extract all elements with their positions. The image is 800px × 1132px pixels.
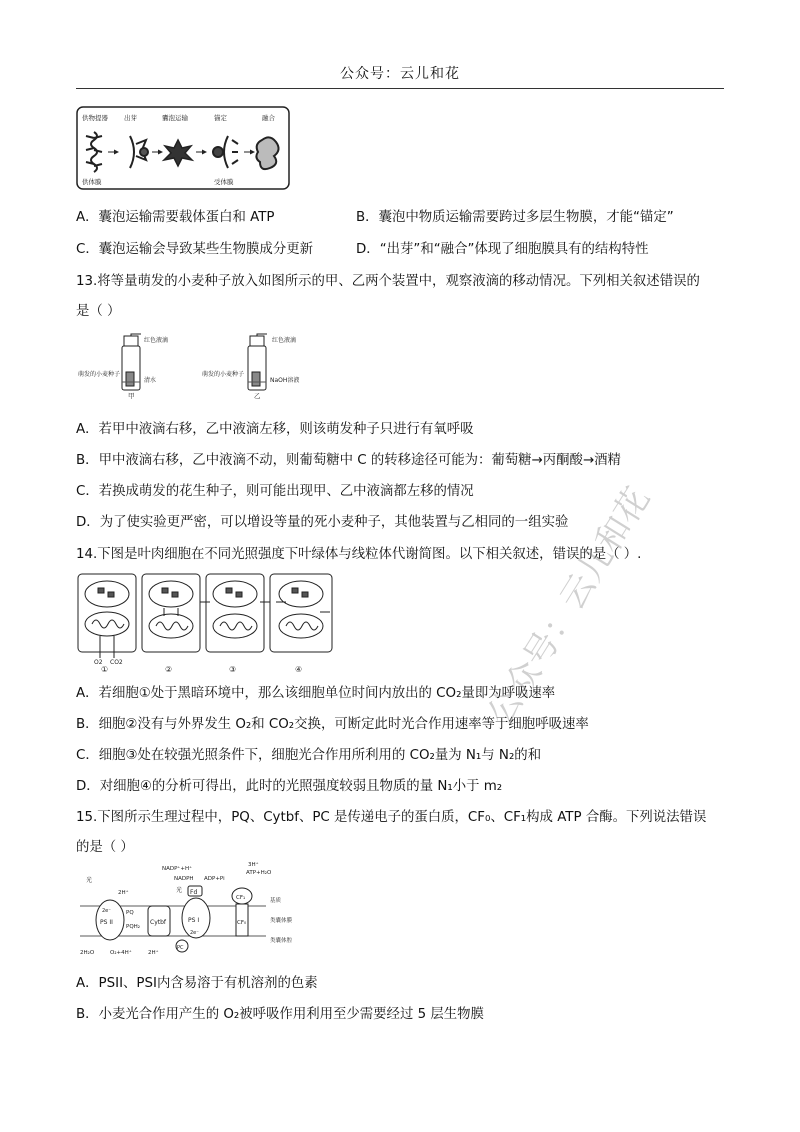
q15-atp: ATP+H₂O	[246, 870, 272, 876]
fig12-label-4: 锚定	[214, 114, 227, 122]
q15-light-1: 光	[86, 877, 93, 884]
q15-adp: ADP+Pi	[204, 876, 225, 882]
q13-option-a: A．若甲中液滴右移，乙中液滴左移，则该萌发种子只进行有氧呼吸	[76, 422, 474, 437]
q15-psi: PS I	[188, 917, 200, 924]
figure-leaf-cells	[76, 572, 338, 674]
cell-3	[200, 574, 270, 652]
q15-side-membrane: 类囊体膜	[270, 918, 293, 924]
q15-cf1: CF₁	[236, 895, 246, 901]
stage-budding	[130, 136, 148, 168]
q15-e1: 2e⁻	[102, 908, 111, 914]
q14-stem: 14.下图是叶肉细胞在不同光照强度下叶绿体与线粒体代谢简图。以下相关叙述，错误的是（ ）.	[76, 547, 642, 562]
q13-jia-seed: 萌发的小麦种子	[78, 371, 121, 378]
fig12-label-3: 囊泡运输	[162, 114, 188, 122]
fig12-label-5: 融合	[262, 114, 275, 122]
q15-pq: PQ	[126, 910, 134, 916]
stage-donor-membrane	[86, 132, 102, 172]
q14-option-a: A．若细胞①处于黑暗环境中，那么该细胞单位时间内放出的 CO₂量即为呼吸速率	[76, 686, 556, 701]
apparatus-yi	[248, 334, 267, 390]
q15-psii: PS II	[100, 919, 113, 926]
fig12-label-2: 出芽	[124, 114, 137, 122]
cell-1-co2: CO2	[110, 659, 123, 666]
q13-stem-line-2: 是（ ）	[76, 304, 121, 319]
stage-vesicle	[164, 140, 192, 166]
q13-yi-drop: 红色液滴	[272, 337, 297, 344]
cell-1	[78, 574, 136, 658]
figure-vesicle-transport	[76, 106, 290, 190]
q15-o2: O₂+4H⁺	[110, 950, 132, 956]
watermark: 公众号：云儿和花	[479, 480, 658, 733]
q13-option-d: D．为了使实验更严密，可以增设等量的死小麦种子，其他装置与乙相同的一组实验	[76, 515, 569, 530]
q13-yi-seed: 萌发的小麦种子	[202, 371, 245, 378]
cell-1-label: ①	[101, 665, 109, 674]
q13-jia-drop: 红色液滴	[144, 337, 169, 344]
cell-2	[142, 574, 200, 652]
header-divider	[76, 88, 724, 89]
q15-side-stroma: 基质	[270, 898, 282, 904]
q13-jia-name: 甲	[128, 392, 135, 400]
cell-1-o2: O2	[94, 659, 103, 666]
q12-option-d: D．“出芽”和“融合”体现了细胞膜具有的结构特性	[356, 242, 649, 257]
fig12-label-1: 供物提器	[82, 114, 108, 122]
cell-4-label: ④	[295, 665, 303, 674]
q14-option-d: D．对细胞④的分析可得出，此时的光照强度较弱且物质的量 N₁小于 m₂	[76, 779, 503, 794]
q13-jia-liquid: 清水	[144, 377, 157, 384]
q15-nadph: NADPH	[174, 876, 194, 882]
q14-option-b: B．细胞②没有与外界发生 O₂和 CO₂交换，可断定此时光合作用速率等于细胞呼吸速率	[76, 717, 589, 732]
q15-pqh2: PQH₂	[126, 924, 140, 930]
fig12-receptor-label: 受体膜	[214, 178, 234, 186]
q15-stem-line-1: 15.下图所示生理过程中，PQ、Cytbf、PC 是传递电子的蛋白质，CF₀、CF₁构成 ATP 合酶。下列说法错误	[76, 810, 707, 825]
q13-stem-line-1: 13.将等量萌发的小麦种子放入如图所示的甲、乙两个装置中，观察液滴的移动情况。下列相关叙述错误的	[76, 274, 700, 289]
figure-respiration-apparatus	[76, 332, 326, 400]
q15-option-b: B．小麦光合作用产生的 O₂被呼吸作用利用至少需要经过 5 层生物膜	[76, 1007, 484, 1022]
q15-cf0: CF₀	[237, 920, 247, 926]
q13-yi-liquid: NaOH溶液	[270, 377, 300, 384]
q13-option-b: B．甲中液滴右移，乙中液滴不动，则葡萄糖中 C 的转移途径可能为：葡萄糖→丙酮酸→酒精	[76, 453, 621, 468]
q15-side-lumen: 类囊体腔	[270, 938, 293, 944]
q15-cytbf: Cytbf	[150, 919, 167, 926]
fig12-donor-label: 供体膜	[82, 178, 102, 186]
q12-option-a: A．囊泡运输需要载体蛋白和 ATP	[76, 210, 275, 225]
q15-water: 2H₂O	[80, 950, 95, 956]
q13-yi-name: 乙	[254, 392, 261, 400]
stage-fusion	[256, 137, 278, 169]
stage-anchoring	[213, 136, 238, 168]
q15-fd: Fd	[190, 889, 198, 896]
q15-nadp-in: NADP⁺+H⁺	[162, 866, 192, 872]
apparatus-jia	[122, 334, 141, 390]
q15-light-2: 光	[176, 887, 183, 894]
q12-option-c: C．囊泡运输会导致某些生物膜成分更新	[76, 242, 313, 257]
figure-electron-transport	[76, 862, 326, 962]
q15-pc: PC	[177, 945, 184, 951]
q15-stem-line-2: 的是（ ）	[76, 840, 134, 855]
cell-2-label: ②	[165, 665, 173, 674]
q15-h-top: 3H⁺	[248, 862, 259, 868]
q13-option-c: C．若换成萌发的花生种子，则可能出现甲、乙中液滴都左移的情况	[76, 484, 474, 499]
q15-e2: 2e⁻	[190, 930, 199, 936]
q14-option-c: C．细胞③处在较强光照条件下，细胞光合作用所利用的 CO₂量为 N₁与 N₂的和	[76, 748, 542, 763]
q15-two-h-top: 2H⁺	[118, 890, 129, 896]
q12-option-b: B．囊泡中物质运输需要跨过多层生物膜，才能“锚定”	[356, 210, 674, 225]
cell-3-label: ③	[229, 665, 237, 674]
q15-two-h-bottom: 2H⁺	[148, 950, 159, 956]
q15-option-a: A．PSII、PSI内含易溶于有机溶剂的色素	[76, 976, 318, 991]
page-header: 公众号：云儿和花	[340, 66, 460, 82]
cell-4	[270, 574, 332, 652]
